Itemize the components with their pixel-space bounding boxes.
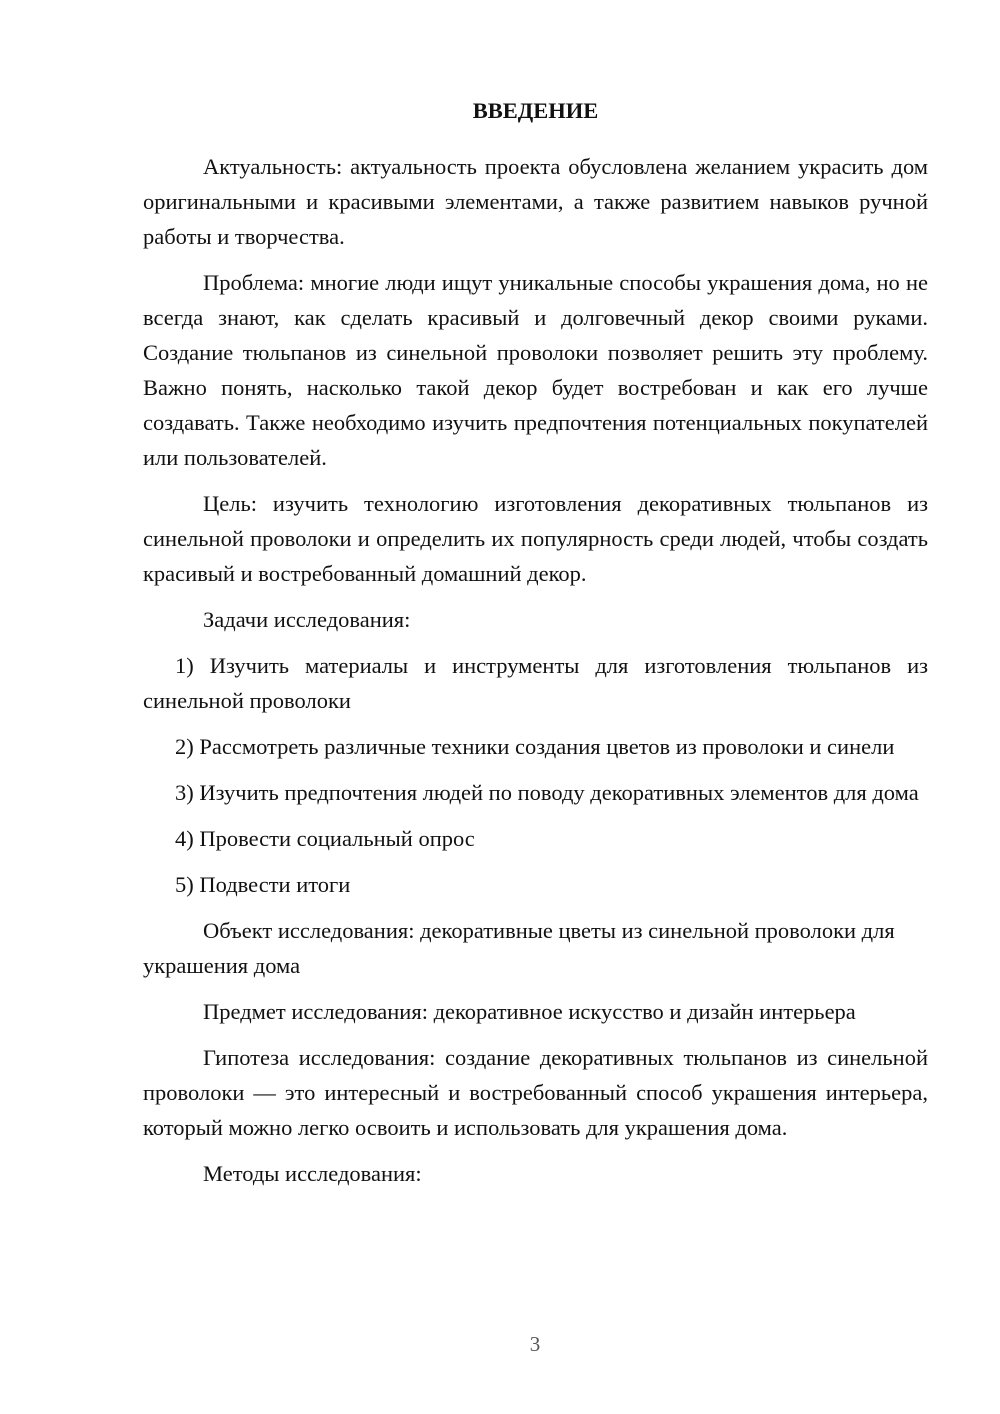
paragraph-hypothesis: Гипотеза исследования: создание декоративных тюльпанов из синельной проволоки — это интересный и востребованный способ украшения интерьера, который можно легко освоить и использовать для украшения дома.: [143, 1045, 928, 1140]
page-number: 3: [529, 1332, 541, 1356]
document-page: [143, 93, 928, 1202]
list-item: 2) Рассмотреть различные техники создания цветов из проволоки и синели: [175, 734, 895, 759]
list-item: 5) Подвести итоги: [175, 872, 351, 897]
paragraph-object: Объект исследования: декоративные цветы из синельной проволоки для украшения дома: [143, 918, 895, 978]
list-item: 3) Изучить предпочтения людей по поводу декоративных элементов для дома: [175, 780, 919, 805]
paragraph-relevance: Актуальность: актуальность проекта обусловлена желанием украсить дом оригинальными и красивыми элементами, а также развитием навыков ручной работы и творчества.: [143, 154, 928, 249]
methods-heading: Методы исследования:: [203, 1161, 422, 1186]
list-item: 1) Изучить материалы и инструменты для изготовления тюльпанов из синельной проволоки: [143, 653, 928, 713]
paragraph-problem: Проблема: многие люди ищут уникальные способы украшения дома, но не всегда знают, как сделать красивый и долговечный декор своими руками. Создание тюльпанов из синельной проволоки позволяет решить эту проблему. Важно понять, насколько такой декор будет востребован и как его лучше создавать. Также необходимо изучить предпочтения потенциальных покупателей или пользователей.: [143, 270, 928, 470]
tasks-heading: Задачи исследования:: [203, 607, 411, 632]
paragraph-subject: Предмет исследования: декоративное искусство и дизайн интерьера: [203, 999, 856, 1024]
paragraph-goal: Цель: изучить технологию изготовления декоративных тюльпанов из синельной проволоки и определить их популярность среди людей, чтобы создать красивый и востребованный домашний декор.: [143, 491, 928, 586]
tasks-list: [143, 648, 928, 902]
page-title: ВВЕДЕНИЕ: [472, 98, 599, 123]
list-item: 4) Провести социальный опрос: [175, 826, 475, 851]
